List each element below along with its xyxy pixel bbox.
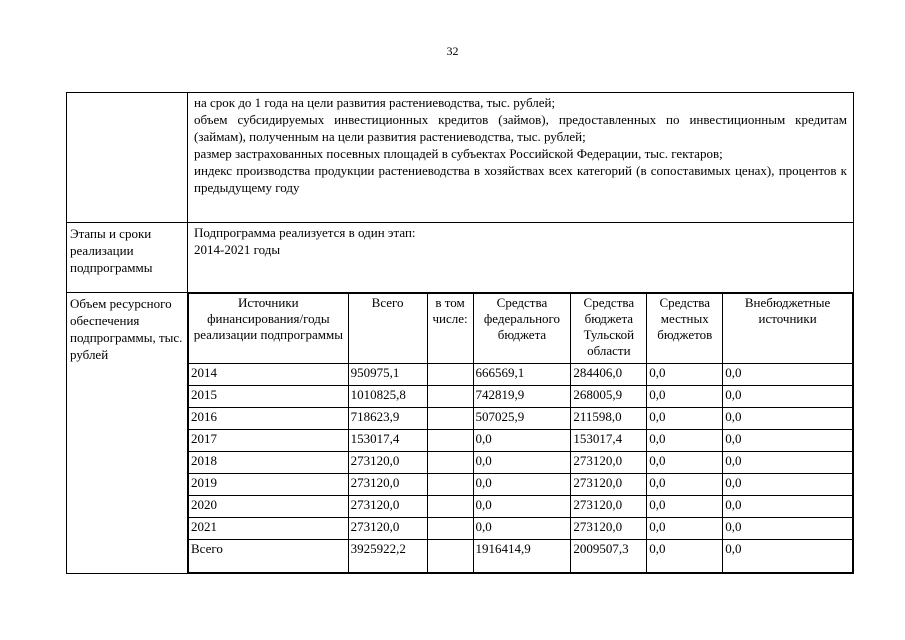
table-cell: 0,0 [473, 474, 571, 496]
table-cell: Всего [189, 540, 349, 573]
header-total: Всего [348, 294, 427, 364]
stages-text-cell [188, 223, 854, 293]
funding-header-row [189, 294, 853, 364]
table-cell: 2019 [189, 474, 349, 496]
indicators-text-cell [188, 93, 854, 223]
table-cell: 2016 [189, 408, 349, 430]
page-number: 32 [446, 44, 459, 58]
table-cell: 273120,0 [571, 474, 647, 496]
table-cell: 153017,4 [348, 430, 427, 452]
table-row [189, 430, 853, 452]
passport-table [66, 92, 854, 574]
indicators-row [67, 93, 854, 223]
table-cell: 211598,0 [571, 408, 647, 430]
table-cell: 153017,4 [571, 430, 647, 452]
table-cell [427, 496, 473, 518]
table-cell: 742819,9 [473, 386, 571, 408]
table-row [189, 518, 853, 540]
table-cell [427, 430, 473, 452]
header-local: Средства местных бюджетов [647, 294, 723, 364]
stages-row [67, 223, 854, 293]
table-cell: 284406,0 [571, 364, 647, 386]
stages-line: Подпрограмма реализуется в один этап: [194, 225, 416, 240]
table-cell [427, 386, 473, 408]
table-cell [427, 364, 473, 386]
table-cell [427, 408, 473, 430]
table-cell: 0,0 [473, 452, 571, 474]
table-cell: 273120,0 [348, 452, 427, 474]
table-cell [427, 540, 473, 573]
table-row [189, 386, 853, 408]
indicator-line: на срок до 1 года на цели развития растениеводства, тыс. рублей; [194, 95, 556, 110]
table-cell: 2020 [189, 496, 349, 518]
table-cell: 0,0 [473, 518, 571, 540]
table-cell: 273120,0 [348, 518, 427, 540]
table-cell: 0,0 [647, 474, 723, 496]
funding-table-cell [188, 293, 854, 574]
table-cell: 273120,0 [571, 496, 647, 518]
table-cell: 1916414,9 [473, 540, 571, 573]
table-cell: 273120,0 [348, 496, 427, 518]
table-cell: 2021 [189, 518, 349, 540]
table-cell: 666569,1 [473, 364, 571, 386]
table-cell: 0,0 [723, 408, 853, 430]
table-cell: 0,0 [723, 452, 853, 474]
table-cell: 2015 [189, 386, 349, 408]
header-federal: Средства федерального бюджета [473, 294, 571, 364]
indicator-line: объем субсидируемых инвестиционных кредитов (займов), предоставленных по инвестиционным кредитам (займам), полученным на цели развития растениеводства, тыс. рублей; [194, 112, 847, 144]
funding-table [188, 293, 853, 573]
table-cell: 273120,0 [348, 474, 427, 496]
table-cell: 0,0 [473, 496, 571, 518]
header-regional: Средства бюджета Тульской области [571, 294, 647, 364]
table-cell [427, 518, 473, 540]
stages-line: 2014-2021 годы [194, 242, 281, 257]
table-cell: 0,0 [723, 386, 853, 408]
table-cell: 507025,9 [473, 408, 571, 430]
table-cell: 0,0 [723, 518, 853, 540]
table-cell: 0,0 [647, 408, 723, 430]
table-cell: 2014 [189, 364, 349, 386]
header-sources: Источники финансирования/годы реализации подпрограммы [189, 294, 349, 364]
table-cell: 0,0 [647, 452, 723, 474]
table-row [189, 364, 853, 386]
table-cell: 2009507,3 [571, 540, 647, 573]
table-cell: 0,0 [723, 540, 853, 573]
table-cell: 0,0 [647, 540, 723, 573]
table-cell: 1010825,8 [348, 386, 427, 408]
table-cell [427, 474, 473, 496]
table-row [189, 540, 853, 573]
table-cell: 3925922,2 [348, 540, 427, 573]
table-cell: 273120,0 [571, 518, 647, 540]
table-cell: 268005,9 [571, 386, 647, 408]
table-cell: 0,0 [473, 430, 571, 452]
stages-label: Этапы и сроки реализации подпрограммы [67, 223, 188, 293]
table-row [189, 474, 853, 496]
table-cell: 2017 [189, 430, 349, 452]
table-cell: 0,0 [647, 386, 723, 408]
table-cell: 0,0 [723, 474, 853, 496]
table-cell [427, 452, 473, 474]
table-row [189, 496, 853, 518]
table-cell: 0,0 [647, 518, 723, 540]
table-cell: 0,0 [723, 496, 853, 518]
indicator-line: размер застрахованных посевных площадей в субъектах Российской Федерации, тыс. гектаров; [194, 146, 723, 161]
header-extrabudget: Внебюджетные источники [723, 294, 853, 364]
indicators-left-cell [67, 93, 188, 223]
table-cell: 2018 [189, 452, 349, 474]
indicator-line: индекс производства продукции растениеводства в хозяйствах всех категорий (в сопоставимых ценах), процентов к предыдущему году [194, 163, 847, 195]
header-including: в том числе: [427, 294, 473, 364]
table-cell: 718623,9 [348, 408, 427, 430]
table-cell: 273120,0 [571, 452, 647, 474]
table-cell: 0,0 [723, 364, 853, 386]
table-cell: 0,0 [723, 430, 853, 452]
table-cell: 0,0 [647, 364, 723, 386]
table-cell: 0,0 [647, 496, 723, 518]
funding-label: Объем ресурсного обеспечения подпрограммы, тыс. рублей [67, 293, 188, 574]
table-row [189, 408, 853, 430]
table-cell: 0,0 [647, 430, 723, 452]
funding-row [67, 293, 854, 574]
table-row [189, 452, 853, 474]
table-cell: 950975,1 [348, 364, 427, 386]
